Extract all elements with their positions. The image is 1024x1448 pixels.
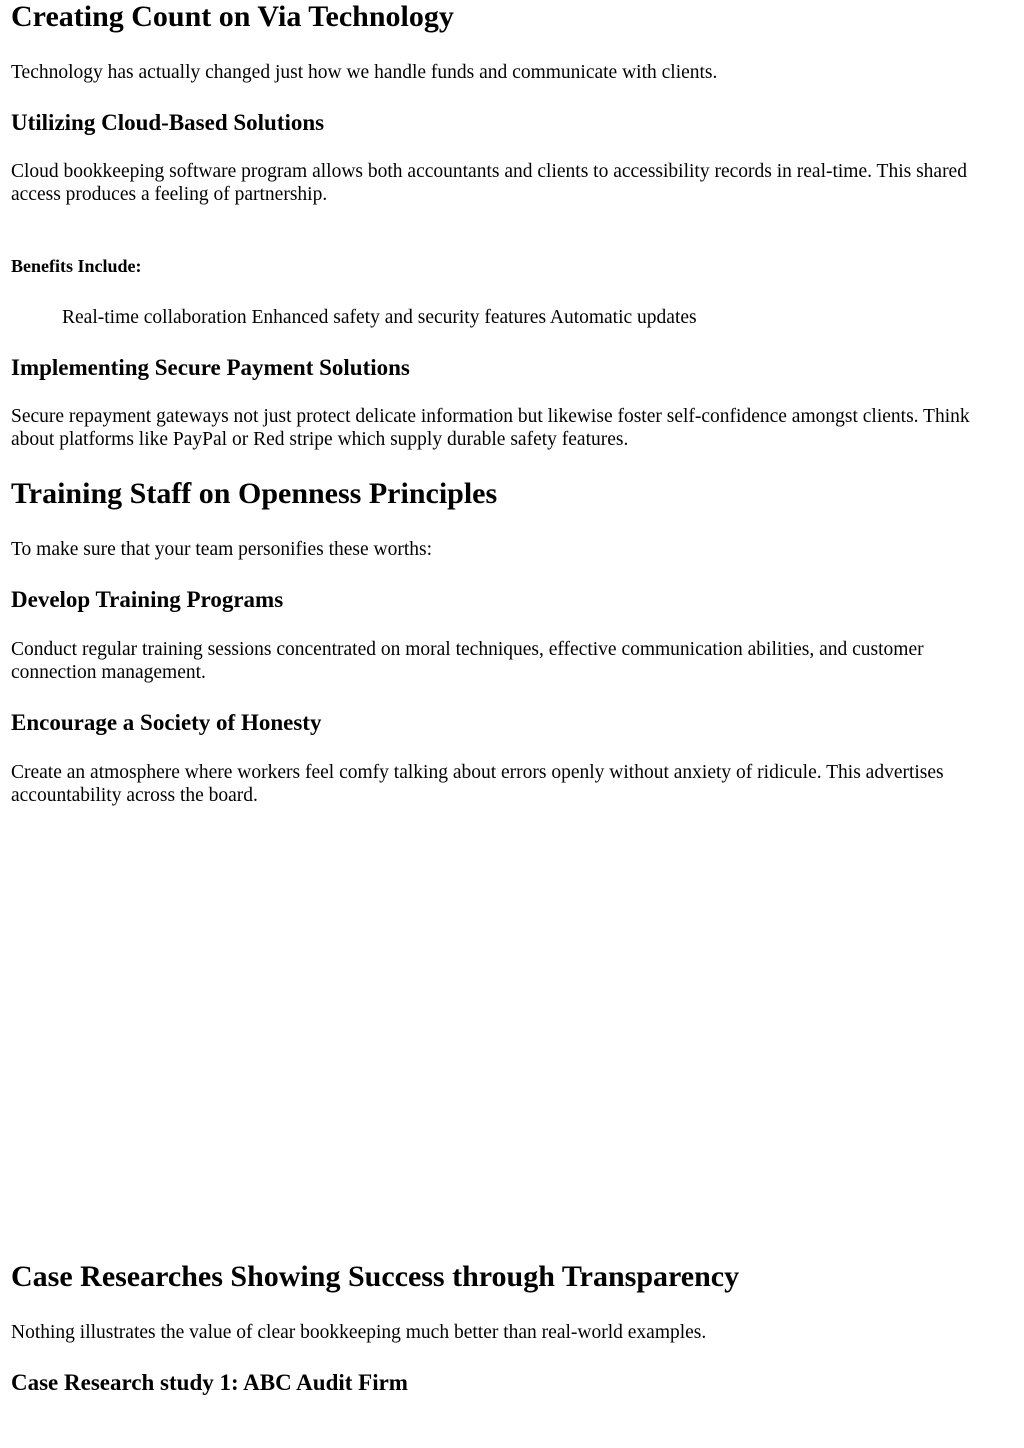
paragraph-honesty-body: Create an atmosphere where workers feel comfy talking about errors openly without anxiety of ridicule. This advertises accountability across the board. <box>11 762 944 806</box>
heading-payment-solutions: Implementing Secure Payment Solutions <box>11 355 410 380</box>
list-item: Real-time collaboration <box>62 307 247 328</box>
benefits-list <box>62 306 1010 329</box>
list-item: Enhanced safety and security features <box>251 307 547 328</box>
paragraph-training-body: Conduct regular training sessions concentrated on moral techniques, effective communication abilities, and customer connection management. <box>11 639 924 683</box>
paragraph-cloud-body: Cloud bookkeeping software program allows both accountants and clients to accessibility records in real-time. This shared access produces a feeling of partnership. <box>11 161 967 205</box>
heading-technology: Creating Count on Via Technology <box>11 0 454 33</box>
list-item: Automatic updates <box>549 307 697 328</box>
heading-case-study-1: Case Research study 1: ABC Audit Firm <box>11 1370 408 1395</box>
heading-benefits: Benefits Include: <box>11 256 142 276</box>
heading-training-programs: Develop Training Programs <box>11 587 284 612</box>
heading-cloud-solutions: Utilizing Cloud-Based Solutions <box>11 110 325 135</box>
heading-society-honesty: Encourage a Society of Honesty <box>11 710 322 735</box>
heading-case-researches: Case Researches Showing Success through Transparency <box>11 1260 740 1293</box>
heading-training-staff: Training Staff on Openness Principles <box>11 477 498 510</box>
paragraph-training-intro: To make sure that your team personifies these worths: <box>11 539 433 560</box>
paragraph-technology-intro: Technology has actually changed just how we handle funds and communicate with clients. <box>11 62 718 83</box>
paragraph-payment-body: Secure repayment gateways not just protect delicate information but likewise foster self-confidence amongst clients. Think about platforms like PayPal or Red stripe which supply durable safety features. <box>11 406 970 450</box>
paragraph-case-intro: Nothing illustrates the value of clear bookkeeping much better than real-world examples. <box>11 1322 707 1343</box>
